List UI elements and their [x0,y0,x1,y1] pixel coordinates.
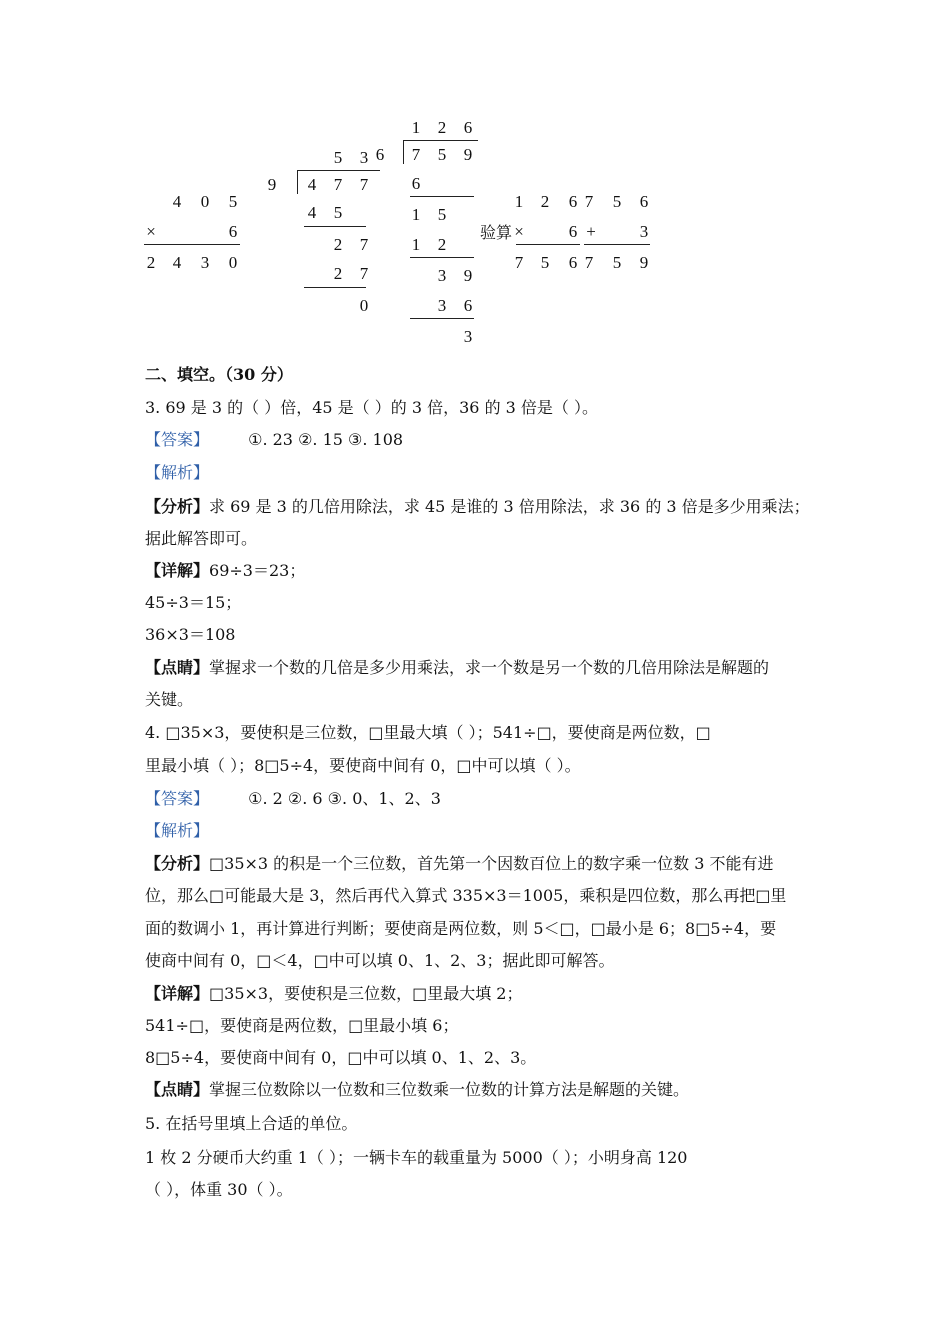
quotient-digit: 2 [437,118,447,137]
digit: 9 [639,253,649,272]
dianjing-text: 掌握求一个数的几倍是多少用乘法，求一个数是另一个数的几倍用除法是解题的 [209,658,770,677]
division-bracket [297,170,298,194]
rule [584,244,650,245]
rule [304,287,366,288]
section-heading: 二、填空。（30 分） [145,365,293,384]
digit: 6 [228,222,238,241]
digit: 1 [411,205,421,224]
question-text: 1 枚 2 分硬币大约重 1（ ）；一辆卡车的载重量为 5000（ ）；小明身高 120 [145,1148,688,1167]
xiangjie-line [145,984,522,1004]
answer-line [145,430,403,450]
dividend-digit: 7 [411,145,421,164]
digit: 7 [584,192,594,211]
digit: 4 [307,203,317,222]
digit: 4 [172,253,182,272]
digit: 5 [333,203,343,222]
answer-value: ①. 2 ②. 6 ③. 0、1、2、3 [248,789,441,808]
fenxi-label: 【分析】 [145,854,210,873]
digit: 3 [200,253,210,272]
divisor: 9 [267,175,277,194]
remainder: 3 [463,327,473,346]
digit: 1 [411,235,421,254]
digit: 0 [228,253,238,272]
digit: 3 [437,296,447,315]
question-text: 里最小填（ ）；8□5÷4，要使商中间有 0，□中可以填（ ）。 [145,756,581,775]
digit: 5 [540,253,550,272]
question-text: （ ），体重 30（ ）。 [145,1180,293,1199]
answer-label: 【答案】 [145,789,210,808]
digit: 6 [411,174,421,193]
dividend-digit: 7 [333,175,343,194]
question-text: 5. 在括号里填上合适的单位。 [145,1114,358,1133]
rule [304,226,366,227]
digit: 6 [463,296,473,315]
digit: 5 [612,253,622,272]
xiangjie-text: 8□5÷4，要使商中间有 0，□中可以填 0、1、2、3。 [145,1048,537,1067]
digit: 6 [568,253,578,272]
xiangjie-text: 541÷□，要使商是两位数，□里最小填 6； [145,1016,459,1035]
digit: 2 [333,235,343,254]
check-label: 验算 [480,223,513,242]
digit: 3 [639,222,649,241]
dianjing-text: 关键。 [145,690,194,709]
dianjing-label: 【点睛】 [145,658,210,677]
rule [410,318,474,319]
rule [410,196,474,197]
fenxi-text: □35×3 的积是一个三位数，首先第一个因数百位上的数字乘一位数 3 不能有进 [209,854,774,873]
quotient-digit: 1 [411,118,421,137]
xiangjie-label: 【详解】 [145,561,210,580]
division-bar [298,170,380,171]
dividend-digit: 5 [437,145,447,164]
answer-label: 【答案】 [145,430,210,449]
xiangjie-text: 45÷3＝15； [145,593,242,612]
digit: 3 [437,266,447,285]
digit: 9 [463,266,473,285]
answer-line [145,789,441,809]
divisor: 6 [375,145,385,164]
digit: 2 [146,253,156,272]
dianjing-text: 掌握三位数除以一位数和三位数乘一位数的计算方法是解题的关键。 [209,1080,690,1099]
digit: 2 [437,235,447,254]
division-bracket [403,140,404,164]
xiangjie-label: 【详解】 [145,984,210,1003]
fenxi-text: 据此解答即可。 [145,529,258,548]
rule [144,244,240,245]
question-text: 4. □35×3，要使积是三位数，□里最大填（ ）；541÷□，要使商是两位数，□ [145,723,711,742]
digit: 7 [514,253,524,272]
fenxi-text: 求 69 是 3 的几倍用除法，求 45 是谁的 3 倍用除法，求 36 的 3 倍是多少用乘法； [209,497,810,516]
question-text: 3. 69 是 3 的（ ）倍，45 是（ ）的 3 倍，36 的 3 倍是（ ）。 [145,398,599,417]
fenxi-text: 位，那么□可能最大是 3，然后再代入算式 335×3＝1005，乘积是四位数，那么再把□里 [145,886,787,905]
rule [516,244,580,245]
digit: 2 [540,192,550,211]
remainder: 0 [359,296,369,315]
digit: 4 [172,192,182,211]
dianjing-label: 【点睛】 [145,1080,210,1099]
digit: 6 [568,222,578,241]
digit: 6 [568,192,578,211]
jiexi-label: 【解析】 [145,821,210,840]
xiangjie-text: □35×3，要使积是三位数，□里最大填 2； [209,984,523,1003]
times-sign: × [146,222,156,241]
digit: 7 [359,235,369,254]
dianjing-line [145,658,769,678]
xiangjie-text: 69÷3＝23； [209,561,306,580]
xiangjie-text: 36×3＝108 [145,625,236,644]
fenxi-label: 【分析】 [145,497,210,516]
division-bar [404,140,478,141]
dianjing-line [145,1080,689,1100]
digit: 5 [437,205,447,224]
jiexi-label: 【解析】 [145,463,210,482]
dividend-digit: 4 [307,175,317,194]
times-sign: × [514,222,524,241]
fenxi-line [145,854,774,874]
quotient-digit: 6 [463,118,473,137]
fenxi-text: 使商中间有 0，□＜4，□中可以填 0、1、2、3；据此即可解答。 [145,951,615,970]
dividend-digit: 7 [359,175,369,194]
digit: 2 [333,264,343,283]
rule [410,257,474,258]
quotient-digit: 3 [359,148,369,167]
digit: 5 [612,192,622,211]
digit: 6 [639,192,649,211]
digit: 5 [228,192,238,211]
dividend-digit: 9 [463,145,473,164]
fenxi-text: 面的数调小 1，再计算进行判断；要使商是两位数，则 5＜□，□最小是 6；8□5÷4，要 [145,919,777,938]
digit: 0 [200,192,210,211]
xiangjie-line [145,561,305,581]
digit: 7 [359,264,369,283]
answer-value: ①. 23 ②. 15 ③. 108 [248,430,404,449]
digit: 7 [584,253,594,272]
fenxi-line [145,497,810,517]
digit: 1 [514,192,524,211]
quotient-digit: 5 [333,148,343,167]
plus-sign: + [586,222,596,241]
